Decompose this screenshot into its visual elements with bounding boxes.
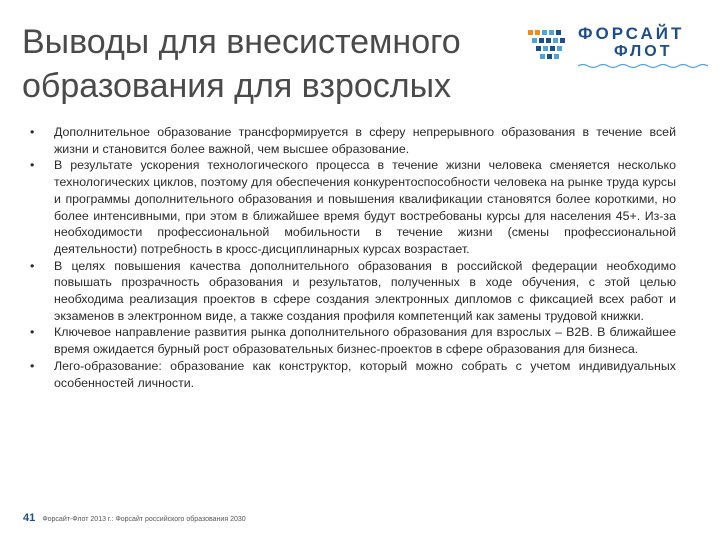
logo-mark-icon bbox=[528, 28, 570, 62]
logo bbox=[528, 20, 708, 70]
list-item bbox=[30, 358, 676, 391]
bullet-dot: • bbox=[30, 358, 35, 373]
bullet-dot: • bbox=[30, 158, 35, 173]
logo-wave-icon bbox=[578, 63, 708, 69]
bullet-dot: • bbox=[30, 125, 35, 139]
page-title: Выводы для внесистемного образования для взрослых bbox=[22, 23, 461, 105]
list-item-text: В целях повышения качества дополнительного образования в российской федерации необходимо повышать прозрачность образования и результатов, полученных в ходе обучения, с этой целью необходима реализация проектов в сфере создания электронных дипломов с фиксацией всех работ и экзаменов в электронном виде, а также создания профиля компетенций как замены трудовой книжки. bbox=[54, 258, 676, 323]
footer-note: Форсайт-Флот 2013 г.: Форсайт российского образования 2030 bbox=[42, 516, 246, 523]
footer bbox=[23, 512, 246, 524]
list-item bbox=[30, 324, 676, 357]
bullet-list bbox=[30, 124, 676, 391]
bullet-dot: • bbox=[30, 258, 35, 273]
list-item bbox=[30, 157, 676, 257]
list-item-text: Ключевое направление развития рынка дополнительного образования для взрослых – B2B. В ближайшее время ожидается бурный рост образовательных бизнес-проектов в сфере образования для бизнеса. bbox=[54, 325, 676, 357]
list-item-text: В результате ускорения технологического процесса в течение жизни человека сменяется несколько технологических циклов, поэтому для обеспечения конкурентоспособности человека на рынке труда курсы и программы дополнительного образования и повышения квалификации становятся более короткими, но более интенсивными, при этом в ближайшее время будут востребованы курсы для населения 45+. Из-за необходимости профессиональной мобильности в течение жизни (смены профессиональной деятельности) потребность в кросс-дисциплинарных курсах возрастает. bbox=[54, 158, 676, 256]
logo-text-line1: ФОРСАЙТ bbox=[578, 24, 685, 43]
bullet-dot: • bbox=[30, 325, 35, 340]
list-item-text: Дополнительное образование трансформируется в сферу непрерывного образования в течение всей жизни и становится более важной, чем высшее образование. bbox=[54, 125, 676, 156]
page-number: 41 bbox=[23, 512, 36, 524]
list-item bbox=[30, 124, 676, 157]
list-item-text: Лего-образование: образование как конструктор, который можно собрать с учетом индивидуальных особенностей личности. bbox=[54, 358, 676, 390]
list-item bbox=[30, 258, 676, 325]
logo-text-line2: ФЛОТ bbox=[614, 43, 673, 60]
